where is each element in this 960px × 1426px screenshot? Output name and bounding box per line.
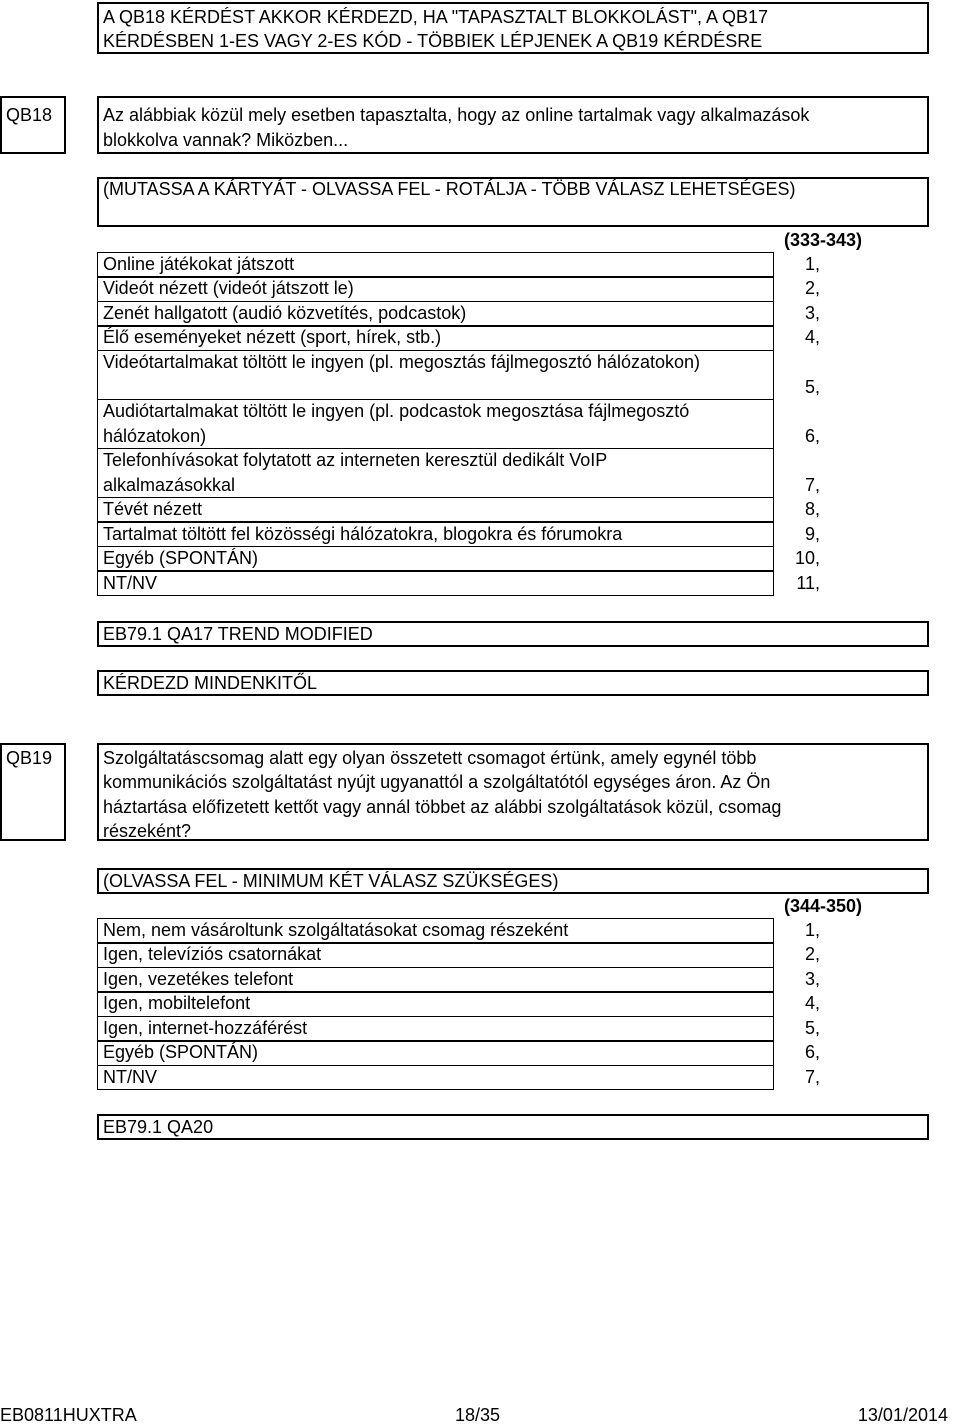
qb19-option-label: Igen, televíziós csatornákat [103,944,322,964]
qb18-question-line2: blokkolva vannak? Miközben... [103,130,349,150]
qb19-option-code: 2, [804,944,820,964]
qb18-option-code: 9, [804,524,820,544]
qb19-question-line1: Szolgáltatáscsomag alatt egy olyan összetett csomagot értünk, amely egynél több [103,748,757,768]
qb19-option-label: NT/NV [103,1067,157,1087]
qb18-instruction: (MUTASSA A KÁRTYÁT - OLVASSA FEL - ROTÁLJA - TÖBB VÁLASZ LEHETSÉGES) [103,179,796,199]
qb18-option-label: Zenét hallgatott (audió közvetítés, podcastok) [103,303,467,323]
qb18-option-label: Élő eseményeket nézett (sport, hírek, stb.) [103,327,442,347]
qb19-option-code: 6, [804,1042,820,1062]
qb18-option-label-cont: alkalmazásokkal [103,475,236,495]
qb18-range: (333-343) [783,230,862,250]
qb18-option-code: 1, [804,254,820,274]
qb19-range: (344-350) [783,896,862,916]
qb19-option-code: 1, [804,920,820,940]
qb19-option-label: Igen, mobiltelefont [103,993,251,1013]
qb19-question-line3: háztartása előfizetett kettőt vagy annál többet az alábbi szolgáltatások közül, csomag [103,797,782,817]
qb18-question-line1: Az alábbiak közül mely esetben tapasztalta, hogy az online tartalmak vagy alkalmazások [103,105,810,125]
qb18-option-label: Audiótartalmakat töltött le ingyen (pl. podcastok megosztása fájlmegosztó [103,401,690,421]
qb18-option-box-11 [97,571,774,596]
qb18-option-label: NT/NV [103,573,157,593]
footer-date: 13/01/2014 [857,1405,948,1425]
qb18-option-code: 4, [804,327,820,347]
footer-doc-id: EB0811HUXTRA [0,1405,137,1425]
qb18-option-code: 11, [796,573,820,593]
qb18-id: QB18 [6,105,53,125]
qb18-option-label: Videótartalmakat töltött le ingyen (pl. megosztás fájlmegosztó hálózatokon) [103,352,700,372]
qb19-option-code: 3, [804,969,820,989]
qb18-option-label: Tévét nézett [103,499,203,519]
qb19-option-code: 7, [804,1067,820,1087]
qb19-instruction: (OLVASSA FEL - MINIMUM KÉT VÁLASZ SZÜKSÉGES) [103,871,559,891]
footer-page-number: 18/35 [455,1405,501,1425]
qb18-option-code: 8, [804,499,820,519]
qb18-option-code: 2, [804,278,820,298]
qb18-option-label: Online játékokat játszott [103,254,295,274]
qb19-option-box-7 [97,1065,774,1090]
qb18-option-code: 7, [804,475,820,495]
qb18-trend: EB79.1 QA17 TREND MODIFIED [103,624,373,644]
routing-note-line2: KÉRDÉSBEN 1-ES VAGY 2-ES KÓD - TÖBBIEK LÉPJENEK A QB19 KÉRDÉSRE [103,31,763,51]
qb18-option-label-cont: hálózatokon) [103,426,207,446]
qb19-option-code: 5, [804,1018,820,1038]
qb19-trend: EB79.1 QA20 [103,1117,214,1137]
qb18-option-code: 5, [804,377,820,397]
qb18-option-label: Telefonhívásokat folytatott az interneten keresztül dedikált VoIP [103,450,608,470]
qb19-trend-box [97,1114,929,1140]
qb19-question-line4: részeként? [103,821,192,841]
qb18-option-code: 3, [804,303,820,323]
qb19-option-label: Nem, nem vásároltunk szolgáltatásokat csomag részeként [103,920,569,940]
qb18-option-code: 6, [804,426,820,446]
qb19-option-label: Igen, internet-hozzáférést [103,1018,308,1038]
ask-all-note: KÉRDEZD MINDENKITŐL [103,673,318,693]
routing-note-line1: A QB18 KÉRDÉST AKKOR KÉRDEZD, HA "TAPASZTALT BLOKKOLÁST", A QB17 [103,7,769,27]
qb18-option-code: 10, [794,548,820,568]
qb19-option-code: 4, [804,993,820,1013]
qb19-question-line2: kommunikációs szolgáltatást nyújt ugyanattól a szolgáltatótól egységes áron. Az Ön [103,772,771,792]
qb18-option-label: Videót nézett (videót játszott le) [103,278,354,298]
qb18-option-label: Tartalmat töltött fel közösségi hálózatokra, blogokra és fórumokra [103,524,623,544]
qb19-option-label: Igen, vezetékes telefont [103,969,294,989]
qb19-option-label: Egyéb (SPONTÁN) [103,1042,259,1062]
qb19-id: QB19 [6,748,53,768]
qb18-option-label: Egyéb (SPONTÁN) [103,548,259,568]
